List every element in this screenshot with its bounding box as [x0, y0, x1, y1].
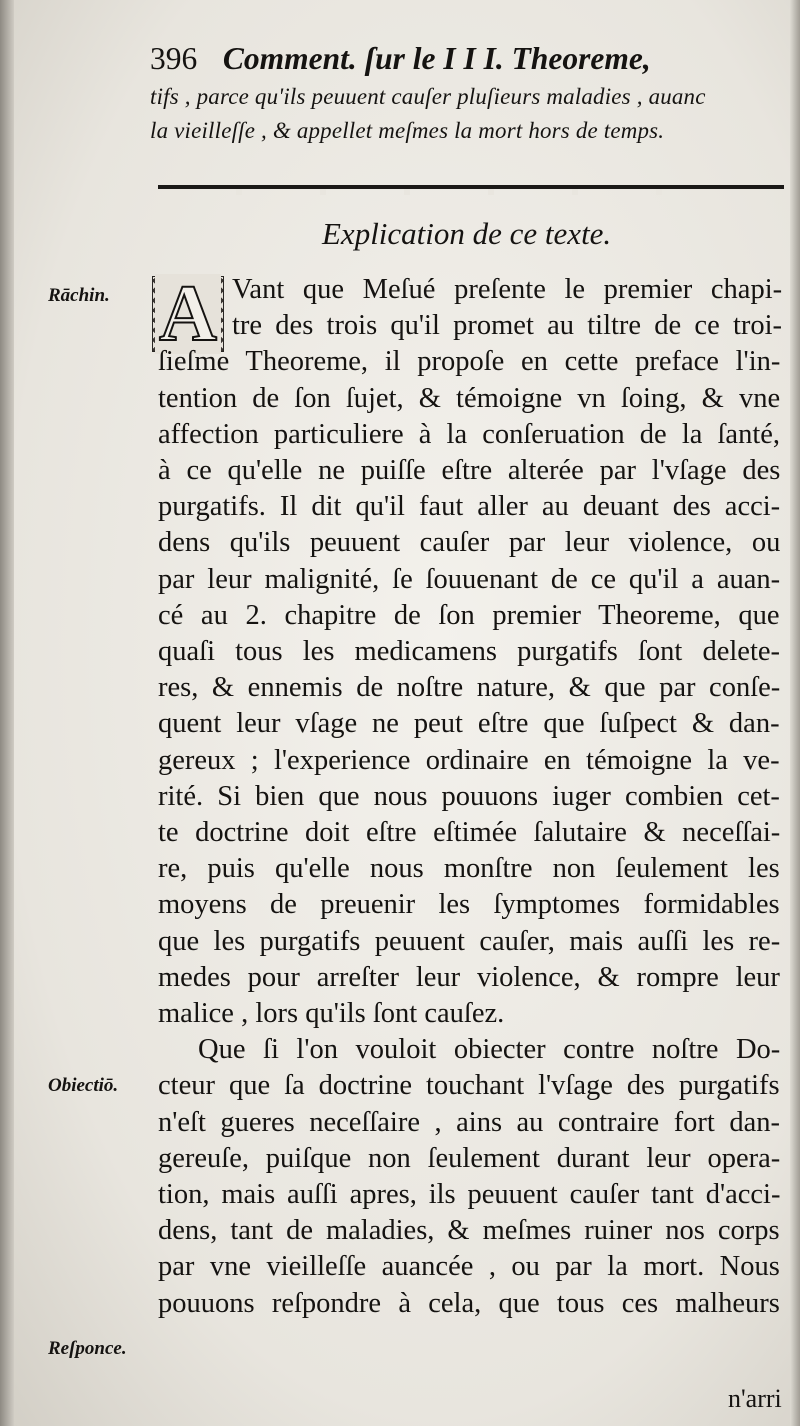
- running-header: [150, 40, 780, 77]
- text-line: tention de ſon ſujet, & témoigne vn ſoing, & vne: [158, 382, 781, 414]
- section-divider: [158, 185, 784, 195]
- text-line: quent leur vſage ne peut eſtre que ſuſpect & dan-: [158, 708, 780, 740]
- intro-line-1: tifs , parce qu'ils peuuent cauſer pluſieurs maladies , auanc: [150, 84, 706, 109]
- text-line: Vant que Meſué preſente le premier chapi-: [232, 274, 783, 305]
- text-line: medes pour arreſter leur violence, & rompre leur: [158, 961, 780, 993]
- margin-note-responce: Reſponce.: [48, 1338, 127, 1359]
- text-line: res, & ennemis de noſtre nature, & que par conſe-: [158, 672, 781, 704]
- margin-note-rachin: Rāchin.: [48, 285, 110, 306]
- text-line: dens, tant de maladies, & meſmes ruiner nos corps: [158, 1215, 780, 1247]
- catchword: n'arri: [728, 1384, 782, 1413]
- text-line: re, puis qu'elle nous monſtre non ſeulement les: [158, 853, 780, 885]
- text-line: gereux ; l'experience ordinaire en témoigne la ve-: [158, 744, 780, 776]
- text-line: moyens de preuenir les ſymptomes formidables: [158, 889, 780, 921]
- text-line: n'eſt gueres neceſſaire , ains au contraire fort dan-: [158, 1106, 780, 1138]
- text-line: dens qu'ils peuuent cauſer par leur violence, ou: [158, 527, 781, 559]
- text-line: que les purgatifs peuuent cauſer, mais auſſi les re-: [158, 925, 781, 957]
- margin-note-obiectio: Obiectiō.: [48, 1075, 119, 1096]
- text-line: Que ſi l'on vouloit obiecter contre noſtre Do-: [198, 1034, 781, 1066]
- running-title: Comment. ſur le I I I. Theoreme,: [222, 40, 651, 76]
- drop-cap-letter: A: [155, 274, 221, 354]
- text-line: pouuons reſpondre à cela, que tous ces malheurs: [158, 1287, 780, 1319]
- text-line: ſieſme Theoreme, il propoſe en cette preface l'in-: [158, 346, 781, 378]
- text-line: tion, mais auſſi apres, ils peuuent cauſer tant d'acci-: [158, 1179, 781, 1210]
- page-number: 396: [150, 40, 198, 76]
- text-line: quaſi tous les medicamens purgatifs ſont delete-: [158, 636, 781, 667]
- text-line: par leur malignité, ſe ſouuenant de ce qu'il a auan-: [158, 563, 781, 595]
- text-line: purgatifs. Il dit qu'il faut aller au deuant des acci-: [158, 491, 781, 523]
- text-line: tre des trois qu'il promet au tiltre de ce troi-: [232, 310, 783, 342]
- text-line: gereuſe, puiſque non ſeulement durant leur opera-: [158, 1142, 781, 1174]
- text-line: malice , lors qu'ils ſont cauſez.: [158, 998, 505, 1029]
- intro-line-2: la vieilleſſe , & appellet meſmes la mort hors de temps.: [150, 118, 665, 143]
- text-line: par vne vieilleſſe auancée , ou par la mort. Nous: [158, 1251, 780, 1283]
- page-right-edge: [790, 0, 800, 1426]
- decorated-initial: [152, 270, 224, 358]
- text-line: cteur que ſa doctrine touchant l'vſage des purgatifs: [158, 1070, 780, 1102]
- text-line: te doctrine doit eſtre eſtimée ſalutaire & neceſſai-: [158, 817, 781, 848]
- text-line: à ce qu'elle ne puiſſe eſtre alterée par l'vſage des: [158, 455, 781, 486]
- text-line: affection particuliere à la conſeruation de la ſanté,: [158, 418, 781, 450]
- section-title: Explication de ce texte.: [322, 216, 612, 251]
- page-left-edge: [0, 0, 14, 1426]
- text-line: rité. Si bien que nous pouuons iuger combien cet-: [158, 780, 780, 812]
- text-line: cé au 2. chapitre de ſon premier Theoreme, que: [158, 599, 780, 631]
